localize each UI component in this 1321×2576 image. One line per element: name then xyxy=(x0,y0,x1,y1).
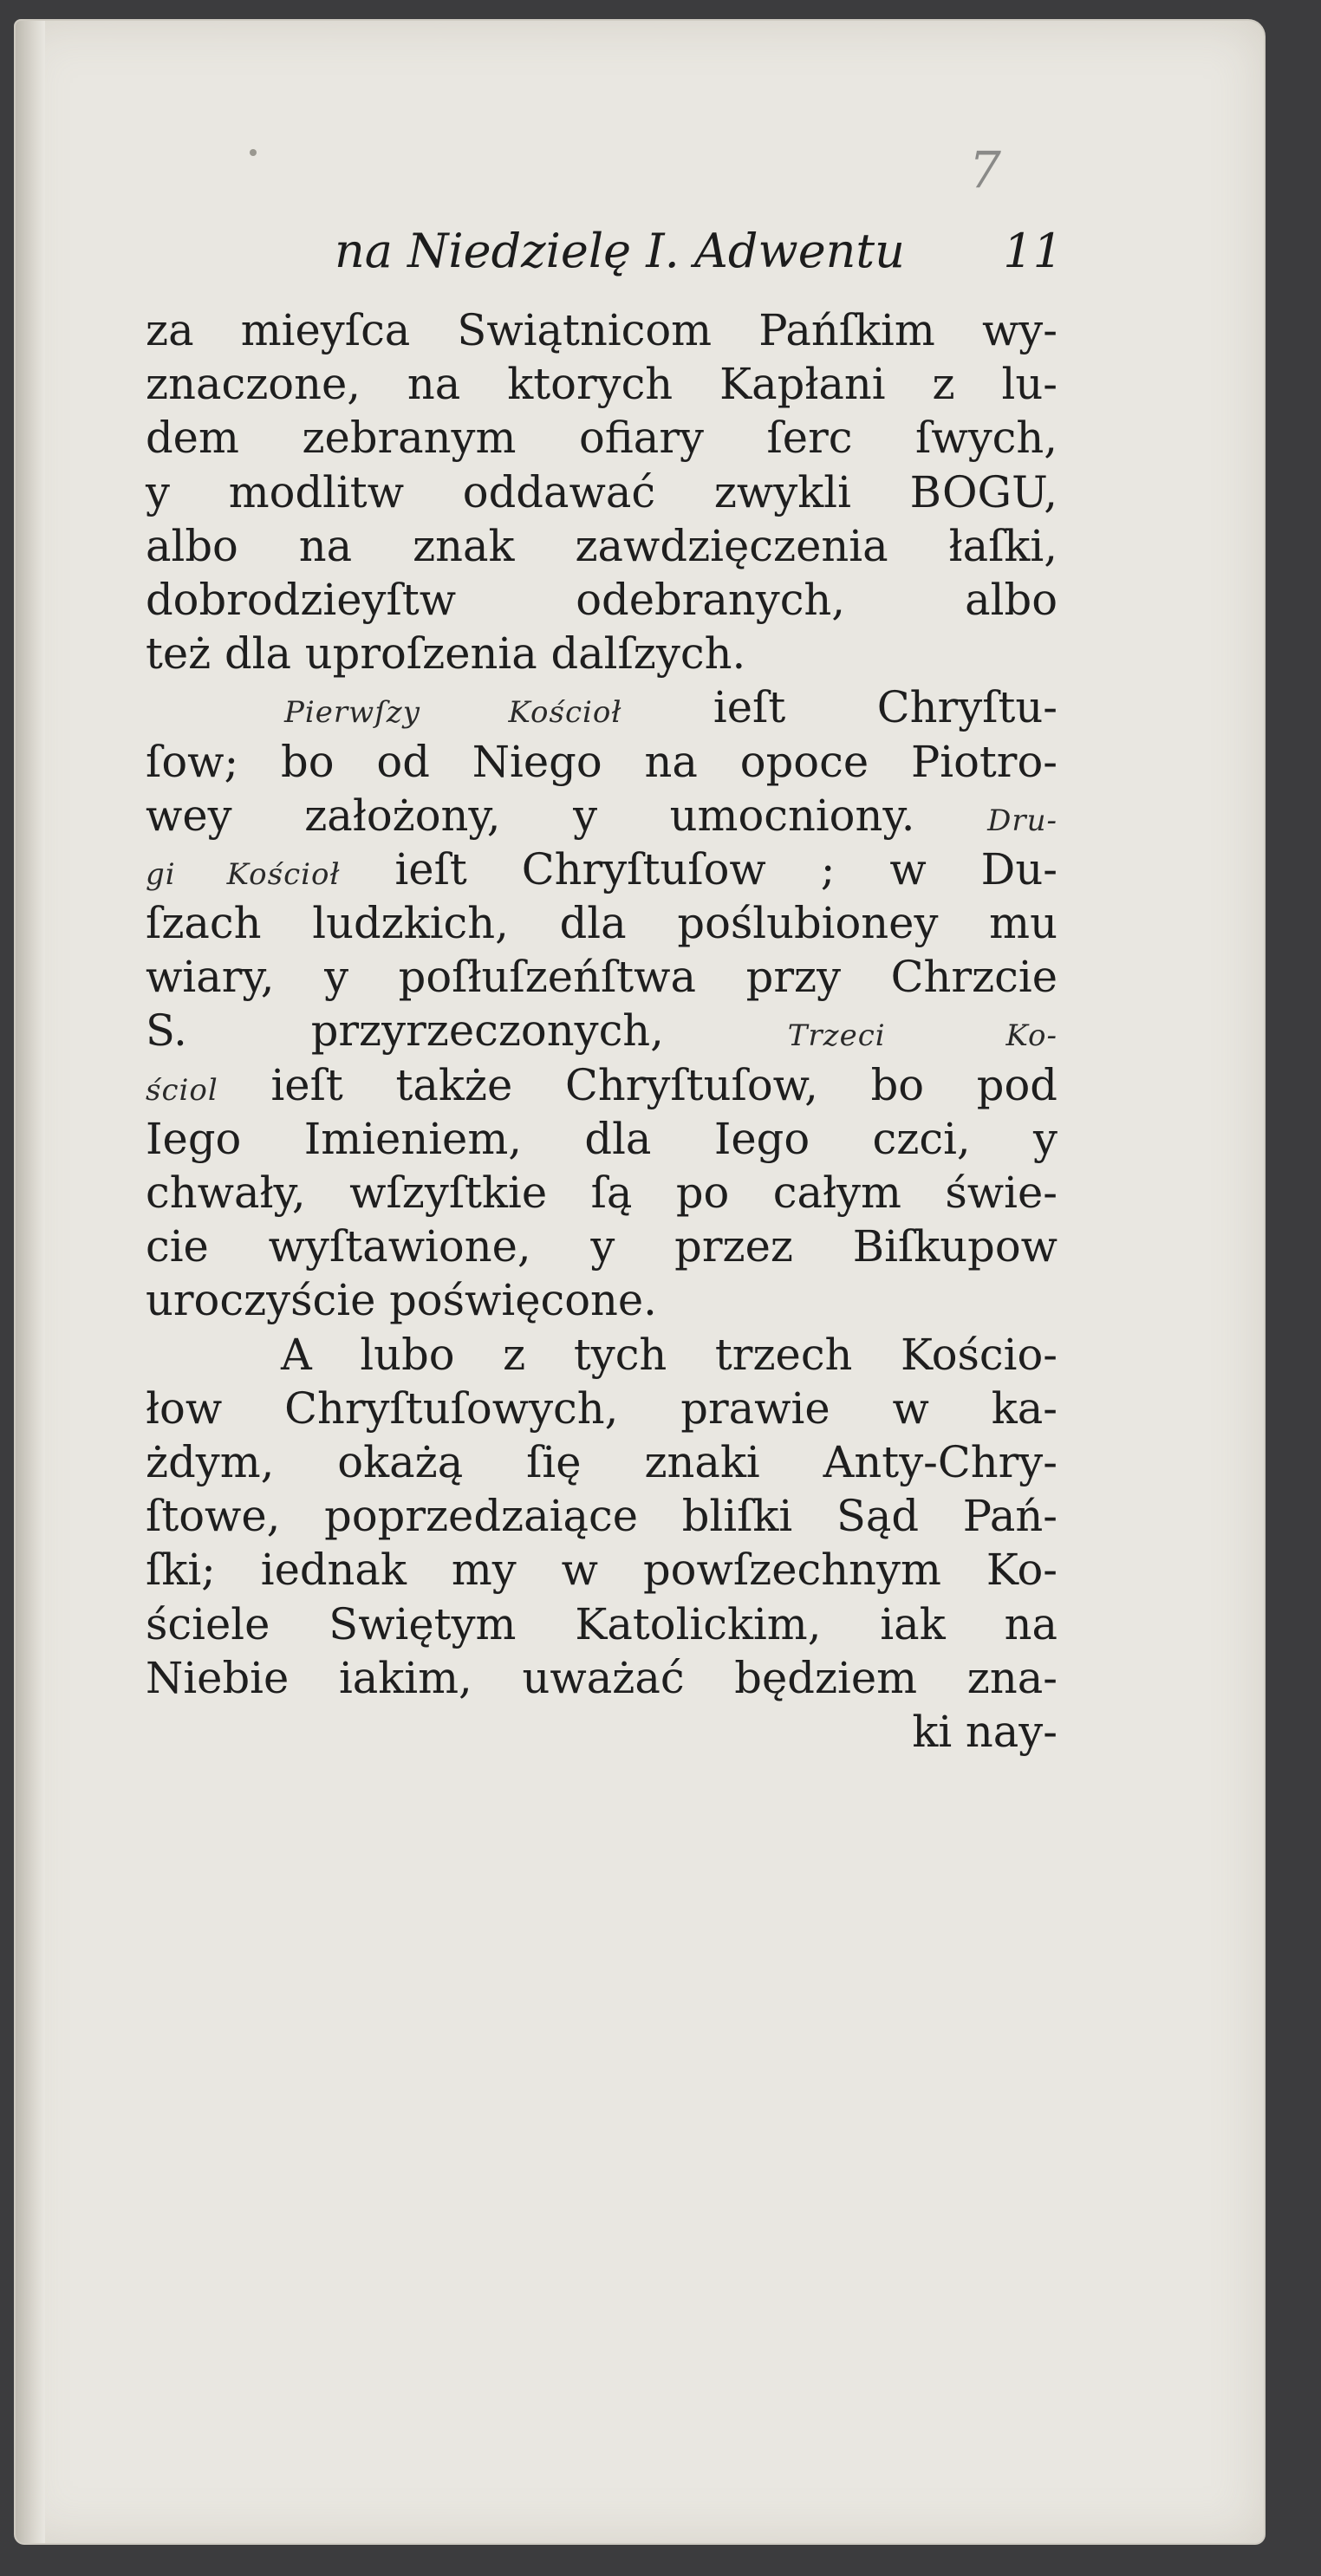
page-edge xyxy=(16,21,45,2543)
text-line: A lubo z tych trzech Kościo- xyxy=(281,1329,1057,1380)
page-header xyxy=(335,224,1063,284)
small-caps-term: gi Kościoł xyxy=(146,856,341,892)
text-line: albo na znak zawdzięczenia łaſki, xyxy=(146,520,1057,571)
text-line xyxy=(146,1004,1057,1057)
text-line: uroczyście poświęcone. xyxy=(146,1275,657,1326)
text-fragment: ieſt Chryſtu- xyxy=(713,682,1057,733)
small-caps-term: Trzeci Ko- xyxy=(787,1018,1057,1054)
text-line: ſki; iednak my w powſzechnym Ko- xyxy=(146,1545,1057,1596)
page-number: 11 xyxy=(1003,224,1063,278)
text-line: ſzach ludzkich, dla poślubioney mu xyxy=(146,898,1057,949)
text-fragment: ieſt Chryſtuſow ; w Du- xyxy=(394,843,1057,894)
text-line: ſtowe, poprzedzaiące bliſki Sąd Pań- xyxy=(146,1491,1057,1542)
text-line: Iego Imieniem, dla Iego czci, y xyxy=(146,1113,1057,1164)
text-line: dobrodzieyſtw odebranych, albo xyxy=(146,574,1057,625)
text-line xyxy=(146,1058,1057,1112)
text-line: y modlitw oddawać zwykli BOGU, xyxy=(146,466,1057,517)
small-caps-term: Dru- xyxy=(987,803,1057,838)
text-line: żdym, okażą ſię znaki Anty-Chry- xyxy=(146,1436,1057,1487)
manuscript-folio-mark: 7 xyxy=(969,140,1001,199)
text-line: znaczone, na ktorych Kapłani z lu- xyxy=(146,359,1057,410)
text-fragment: S. przyrzeczonych, xyxy=(146,1005,664,1057)
text-line: za mieyſca Swiątnicom Pańſkim wy- xyxy=(146,305,1057,355)
text-line xyxy=(146,842,1057,896)
running-head: na Niedzielę I. Adwentu xyxy=(335,224,905,278)
text-line: chwały, wſzyſtkie ſą po całym świe- xyxy=(146,1168,1057,1218)
text-fragment: wey założony, y umocniony. xyxy=(146,790,915,841)
text-fragment: ieſt także Chryſtuſow, bo pod xyxy=(270,1059,1057,1110)
catchword: ki nay- xyxy=(912,1706,1057,1757)
small-caps-term: ściol xyxy=(146,1072,218,1108)
body-text xyxy=(146,303,1057,1759)
text-line: też dla uproſzenia dalſzych. xyxy=(146,628,746,680)
text-line: łow Chryſtuſowych, prawie w ka- xyxy=(146,1382,1057,1434)
text-line: wiary, y poſłuſzeńſtwa przy Chrzcie xyxy=(146,952,1057,1003)
small-caps-term: Pierwſzy Kościoł xyxy=(284,695,622,731)
text-line: ſow; bo od Niego na opoce Piotro- xyxy=(146,736,1057,787)
text-line: Niebie iakim, uważać będziem zna- xyxy=(146,1652,1057,1703)
text-line: cie wyſtawione, y przez Biſkupow xyxy=(146,1221,1057,1272)
text-line xyxy=(146,680,1057,734)
paper-speck xyxy=(250,149,257,156)
text-line: ściele Swiętym Katolickim, iak na xyxy=(146,1598,1057,1649)
text-line xyxy=(146,789,1057,842)
text-line: dem zebranym ofiary ſerc ſwych, xyxy=(146,413,1057,464)
